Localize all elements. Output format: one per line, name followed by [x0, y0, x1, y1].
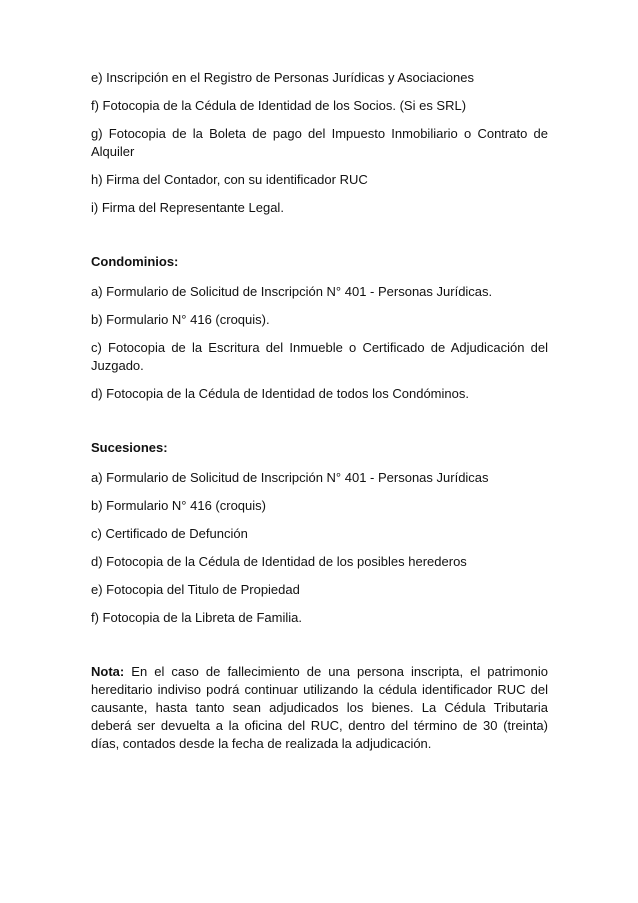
list-item: a) Formulario de Solicitud de Inscripción N° 401 - Personas Jurídicas. [91, 284, 493, 299]
list-item: h) Firma del Contador, con su identificador RUC [91, 172, 368, 187]
document-content [91, 69, 548, 753]
list-item: f) Fotocopia de la Cédula de Identidad de los Socios. (Si es SRL) [91, 98, 467, 113]
list-item: d) Fotocopia de la Cédula de Identidad de los posibles herederos [91, 554, 467, 569]
list-item: e) Inscripción en el Registro de Personas Jurídicas y Asociaciones [91, 70, 474, 85]
list-item: e) Fotocopia del Titulo de Propiedad [91, 582, 300, 597]
nota-section [91, 663, 548, 753]
list-item: b) Formulario N° 416 (croquis). [91, 312, 270, 327]
general-requirements-list [91, 69, 548, 217]
list-item: i) Firma del Representante Legal. [91, 200, 284, 215]
list-item: g) Fotocopia de la Boleta de pago del Impuesto Inmobiliario o Contrato de Alquiler [91, 126, 548, 159]
list-item: b) Formulario N° 416 (croquis) [91, 498, 266, 513]
list-item: c) Certificado de Defunción [91, 526, 248, 541]
list-item: a) Formulario de Solicitud de Inscripción N° 401 - Personas Jurídicas [91, 470, 489, 485]
section-heading: Condominios: [91, 254, 179, 269]
section-heading: Sucesiones: [91, 440, 168, 455]
list-item: f) Fotocopia de la Libreta de Familia. [91, 610, 302, 625]
list-item: c) Fotocopia de la Escritura del Inmueble o Certificado de Adjudicación del Juzgado. [91, 340, 548, 373]
sucesiones-section [91, 439, 548, 627]
nota-paragraph [91, 663, 548, 753]
condominios-section [91, 253, 548, 403]
list-item: d) Fotocopia de la Cédula de Identidad de todos los Condóminos. [91, 386, 469, 401]
nota-label: Nota: [91, 664, 125, 679]
nota-text: En el caso de fallecimiento de una persona inscripta, el patrimonio hereditario indiviso podrá continuar utilizando la cédula identificador RUC del causante, hasta tanto sean adjudicados los bienes. La Cédula Tributaria deberá ser devuelta a la oficina del RUC, dentro del término de 30 (treinta) días, contados desde la fecha de realizada la adjudicación. [91, 664, 548, 751]
